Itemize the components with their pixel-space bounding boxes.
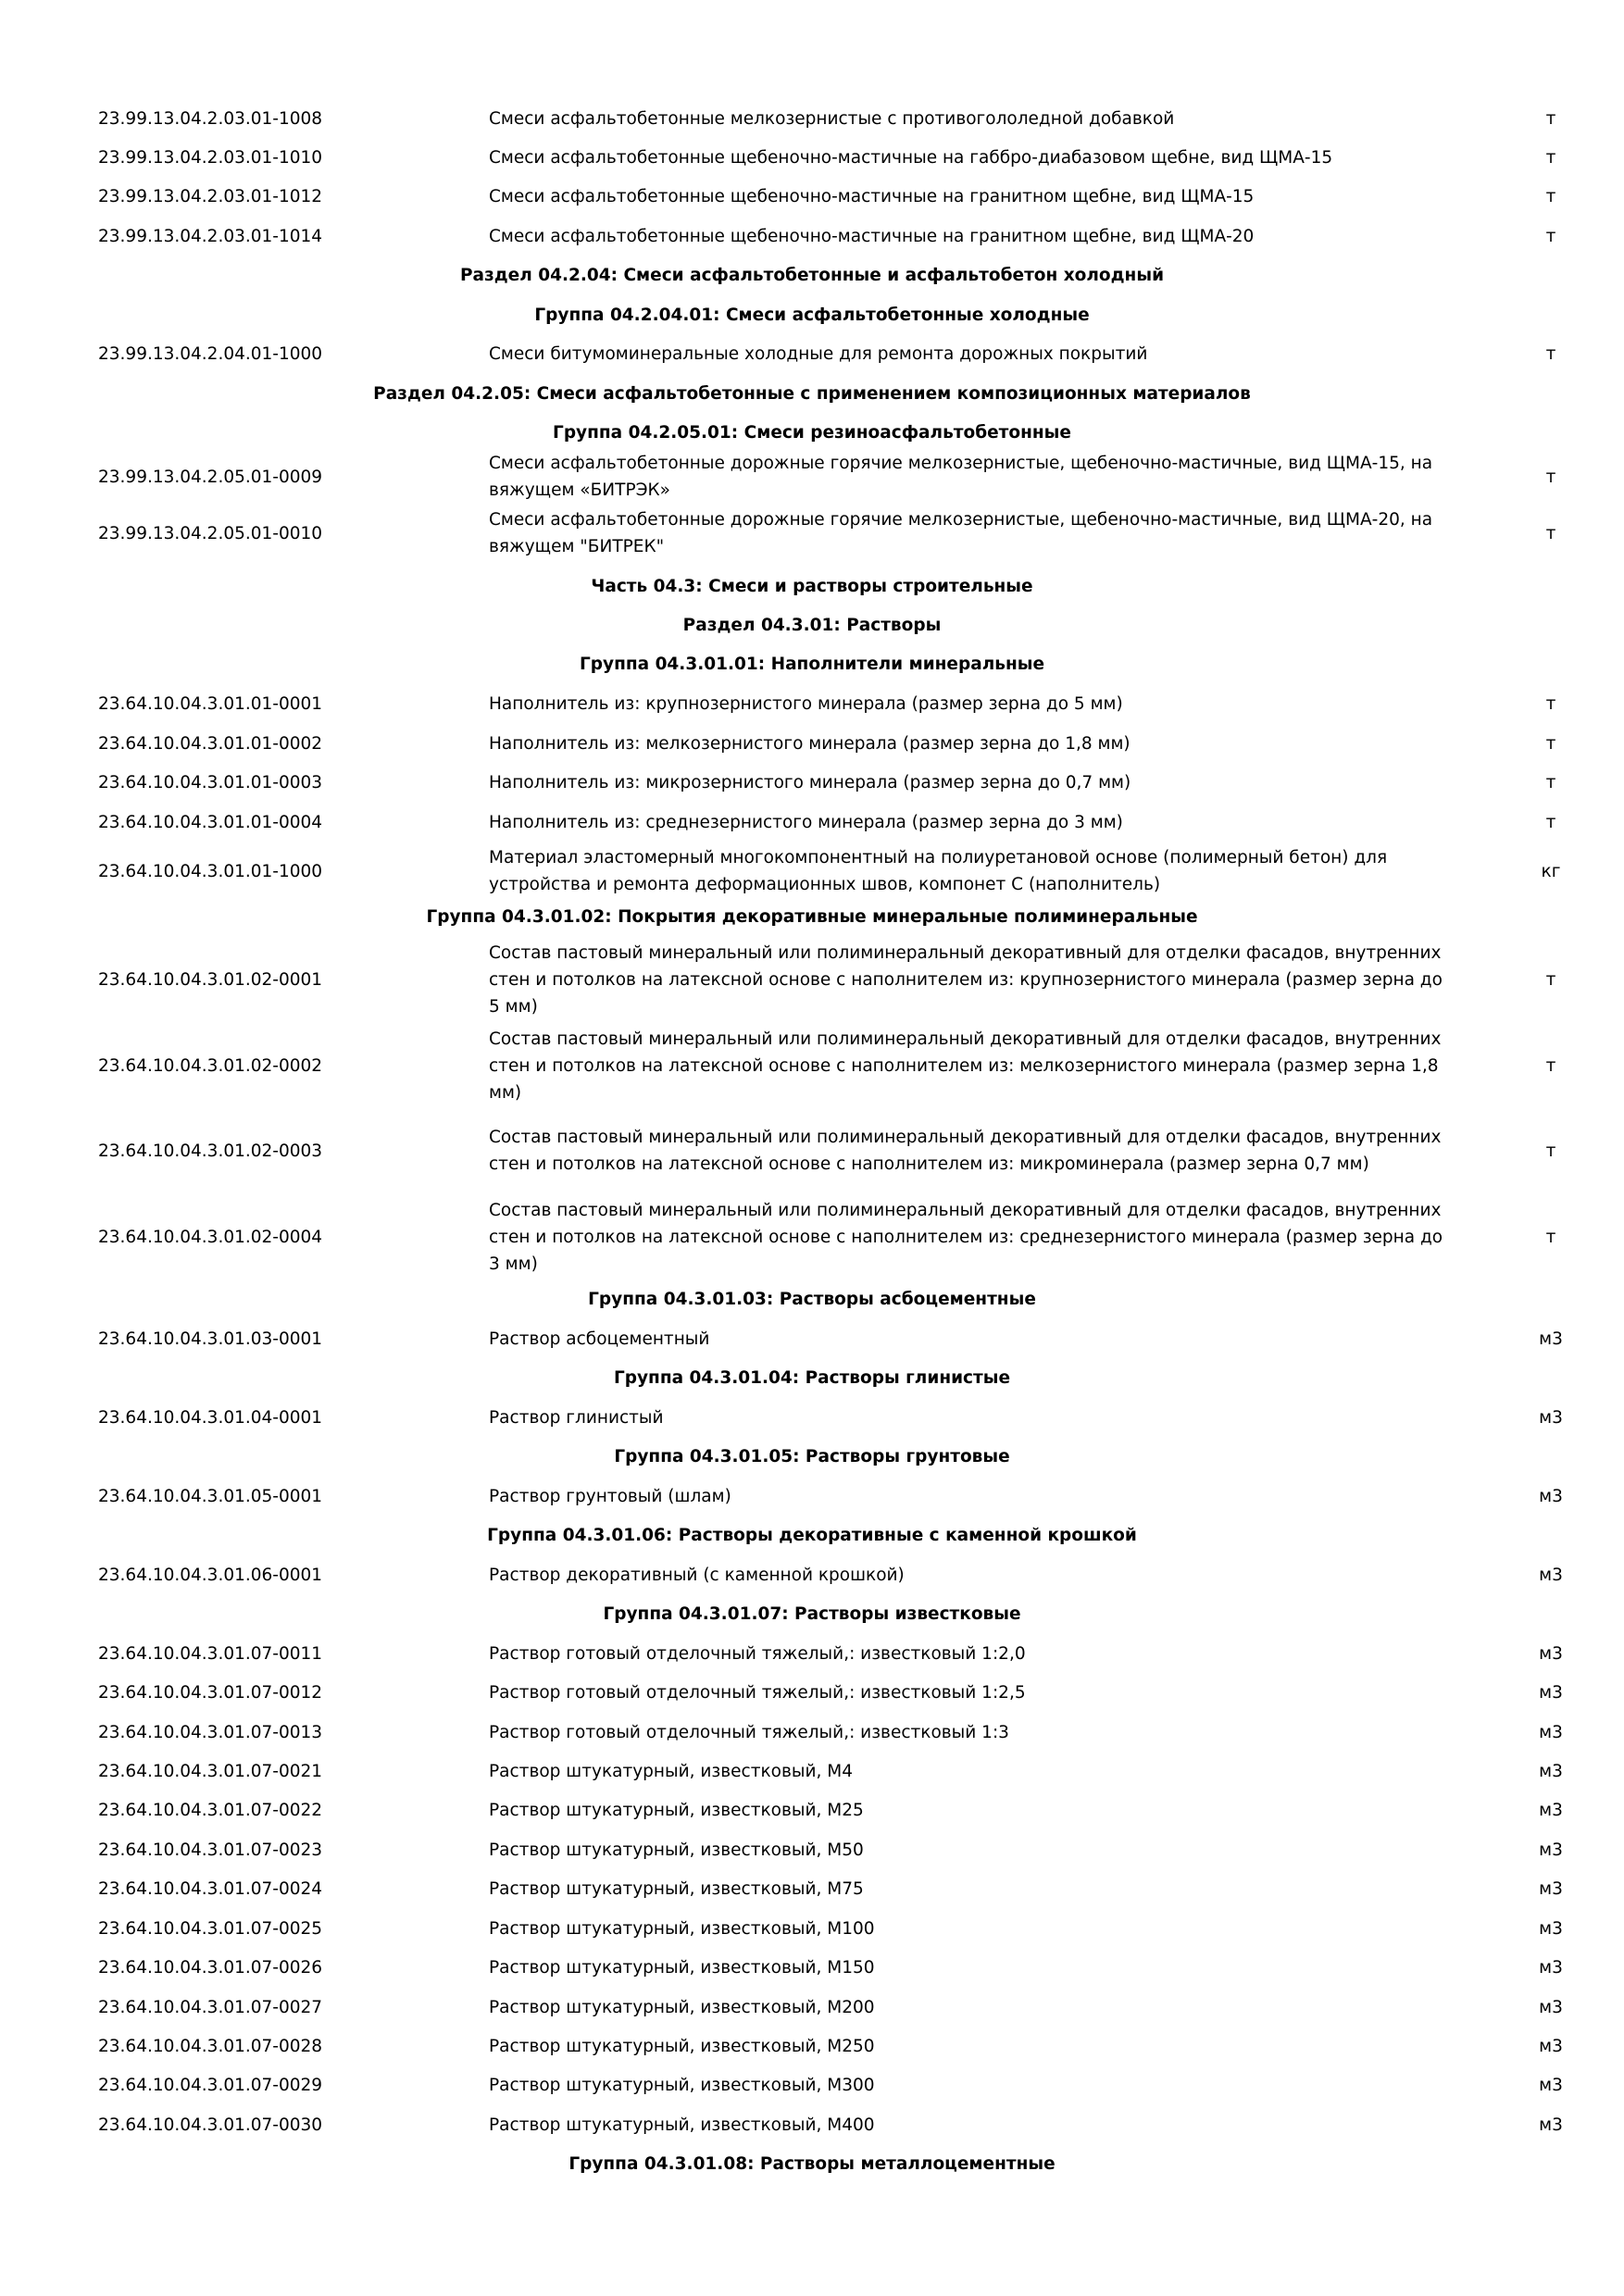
item-code: 23.64.10.04.3.01.04-0001 <box>98 1407 323 1428</box>
item-code: 23.64.10.04.3.01.01-0004 <box>98 812 323 832</box>
item-name: Раствор глинистый <box>489 1407 664 1428</box>
item-unit: т <box>1545 467 1556 487</box>
item-code: 23.99.13.04.2.03.01-1008 <box>98 108 323 129</box>
item-unit: м3 <box>1539 1800 1563 1820</box>
item-name: Состав пастовый минеральный или полиминеральный декоративный для отделки фасадов, внутренних стен и потолков на латексной основе с наполнителем из: крупнозернистого минерала (размер зерна до 5 мм) <box>489 942 1443 1017</box>
table-row <box>0 450 1624 504</box>
item-unit: т <box>1545 1055 1556 1076</box>
item-code: 23.99.13.04.2.03.01-1012 <box>98 186 323 206</box>
item-unit: м3 <box>1539 1407 1563 1428</box>
item-code: 23.64.10.04.3.01.01-0003 <box>98 772 323 792</box>
item-unit: м3 <box>1539 1761 1563 1781</box>
item-unit: м3 <box>1539 1878 1563 1899</box>
item-unit: т <box>1545 812 1556 832</box>
item-name: Смеси асфальтобетонные дорожные горячие мелкозернистые, щебеночно-мастичные, вид ЩМА-15, на вяжущем «БИТРЭК» <box>489 454 1433 500</box>
item-name: Раствор штукатурный, известковый, М4 <box>489 1761 854 1781</box>
table-row <box>0 1837 1624 1864</box>
item-name: Раствор штукатурный, известковый, М400 <box>489 2115 875 2135</box>
section-heading: Группа 04.3.01.02: Покрытия декоративные минеральные полиминеральные <box>426 906 1198 927</box>
table-row <box>0 506 1624 560</box>
section-heading: Группа 04.3.01.05: Растворы грунтовые <box>614 1446 1010 1466</box>
table-row <box>0 769 1624 796</box>
item-code: 23.64.10.04.3.01.02-0003 <box>98 1141 323 1161</box>
item-code: 23.99.13.04.2.03.01-1010 <box>98 147 323 168</box>
item-unit: м3 <box>1539 1682 1563 1703</box>
item-name: Раствор грунтовый (шлам) <box>489 1486 731 1506</box>
item-name: Раствор штукатурный, известковый, М75 <box>489 1878 864 1899</box>
item-unit: м3 <box>1539 2115 1563 2135</box>
table-row <box>0 809 1624 836</box>
table-row <box>0 106 1624 132</box>
table-row <box>0 1404 1624 1431</box>
table-row <box>0 1758 1624 1785</box>
item-code: 23.64.10.04.3.01.01-1000 <box>98 861 323 881</box>
section-heading: Раздел 04.2.04: Смеси асфальтобетонные и асфальтобетон холодный <box>459 265 1165 285</box>
item-name: Смеси асфальтобетонные щебеночно-мастичные на гранитном щебне, вид ЩМА-20 <box>489 226 1255 246</box>
table-row <box>0 940 1624 1020</box>
table-row <box>0 1994 1624 2021</box>
item-name: Раствор асбоцементный <box>489 1329 710 1349</box>
item-unit: м3 <box>1539 1840 1563 1860</box>
table-row <box>0 844 1624 898</box>
item-code: 23.64.10.04.3.01.07-0024 <box>98 1878 323 1899</box>
table-row <box>0 223 1624 250</box>
item-code: 23.64.10.04.3.01.02-0004 <box>98 1227 323 1247</box>
table-row <box>0 691 1624 718</box>
item-unit: м3 <box>1539 2036 1563 2056</box>
item-unit: кг <box>1541 861 1561 881</box>
table-row <box>0 1679 1624 1706</box>
table-row <box>0 1326 1624 1353</box>
item-code: 23.64.10.04.3.01.07-0022 <box>98 1800 323 1820</box>
item-name: Материал эластомерный многокомпонентный на полиуретановой основе (полимерный бетон) для устройства и ремонта деформационных швов, компонет С (наполнитель) <box>489 848 1388 894</box>
item-unit: т <box>1545 343 1556 364</box>
item-code: 23.99.13.04.2.05.01-0010 <box>98 523 323 543</box>
section-heading: Раздел 04.2.05: Смеси асфальтобетонные с применением композиционных материалов <box>373 383 1251 404</box>
item-unit: м3 <box>1539 1486 1563 1506</box>
item-code: 23.99.13.04.2.04.01-1000 <box>98 343 323 364</box>
section-heading: Часть 04.3: Смеси и растворы строительные <box>591 576 1033 596</box>
section-heading: Группа 04.3.01.03: Растворы асбоцементные <box>588 1289 1036 1309</box>
item-unit: м3 <box>1539 1565 1563 1585</box>
table-row <box>0 2112 1624 2139</box>
item-name: Раствор штукатурный, известковый, М150 <box>489 1957 875 1978</box>
item-name: Раствор штукатурный, известковый, М100 <box>489 1918 875 1939</box>
item-name: Раствор готовый отделочный тяжелый,: известковый 1:3 <box>489 1722 1009 1742</box>
section-heading: Группа 04.3.01.04: Растворы глинистые <box>613 1367 1011 1388</box>
item-code: 23.64.10.04.3.01.01-0001 <box>98 693 323 714</box>
item-name: Состав пастовый минеральный или полиминеральный декоративный для отделки фасадов, внутренних стен и потолков на латексной основе с наполнителем из: микроминерала (размер зерна 0,7 мм) <box>489 1128 1442 1174</box>
item-unit: м3 <box>1539 1957 1563 1978</box>
item-unit: т <box>1545 1227 1556 1247</box>
item-name: Смеси асфальтобетонные щебеночно-мастичные на гранитном щебне, вид ЩМА-15 <box>489 186 1255 206</box>
item-code: 23.64.10.04.3.01.07-0012 <box>98 1682 323 1703</box>
table-row <box>0 1483 1624 1510</box>
item-code: 23.64.10.04.3.01.07-0027 <box>98 1997 323 2017</box>
table-row <box>0 1641 1624 1667</box>
item-name: Смеси асфальтобетонные дорожные горячие мелкозернистые, щебеночно-мастичные, вид ЩМА-20, на вяжущем "БИТРЕК" <box>489 510 1433 556</box>
table-row <box>0 2072 1624 2099</box>
item-name: Раствор штукатурный, известковый, М200 <box>489 1997 875 2017</box>
item-unit: м3 <box>1539 1918 1563 1939</box>
item-name: Наполнитель из: крупнозернистого минерала (размер зерна до 5 мм) <box>489 693 1123 714</box>
item-code: 23.99.13.04.2.03.01-1014 <box>98 226 323 246</box>
item-unit: т <box>1545 226 1556 246</box>
item-unit: т <box>1545 733 1556 754</box>
section-heading: Группа 04.2.05.01: Смеси резиноасфальтобетонные <box>553 422 1071 443</box>
item-code: 23.64.10.04.3.01.07-0011 <box>98 1643 323 1664</box>
table-row <box>0 1026 1624 1106</box>
item-name: Раствор декоративный (с каменной крошкой) <box>489 1565 905 1585</box>
item-name: Наполнитель из: мелкозернистого минерала (размер зерна до 1,8 мм) <box>489 733 1131 754</box>
item-code: 23.99.13.04.2.05.01-0009 <box>98 467 323 487</box>
item-unit: т <box>1545 693 1556 714</box>
item-name: Раствор готовый отделочный тяжелый,: известковый 1:2,5 <box>489 1682 1026 1703</box>
section-heading: Группа 04.3.01.01: Наполнители минеральные <box>579 654 1045 674</box>
item-unit: т <box>1545 147 1556 168</box>
section-heading: Группа 04.3.01.06: Растворы декоративные с каменной крошкой <box>487 1525 1137 1545</box>
item-unit: т <box>1545 186 1556 206</box>
item-code: 23.64.10.04.3.01.01-0002 <box>98 733 323 754</box>
item-code: 23.64.10.04.3.01.07-0029 <box>98 2075 323 2095</box>
item-name: Состав пастовый минеральный или полиминеральный декоративный для отделки фасадов, внутренних стен и потолков на латексной основе с наполнителем из: среднезернистого минерала (размер зерна до 3 мм) <box>489 1200 1443 1274</box>
item-name: Раствор штукатурный, известковый, М300 <box>489 2075 875 2095</box>
item-unit: м3 <box>1539 1997 1563 2017</box>
item-unit: м3 <box>1539 1722 1563 1742</box>
table-row <box>0 1876 1624 1903</box>
item-code: 23.64.10.04.3.01.07-0026 <box>98 1957 323 1978</box>
item-unit: т <box>1545 772 1556 792</box>
item-name: Раствор готовый отделочный тяжелый,: известковый 1:2,0 <box>489 1643 1026 1664</box>
section-heading: Группа 04.2.04.01: Смеси асфальтобетонные холодные <box>534 305 1090 325</box>
item-name: Состав пастовый минеральный или полиминеральный декоративный для отделки фасадов, внутренних стен и потолков на латексной основе с наполнителем из: мелкозернистого минерала (размер зерна 1,8 мм) <box>489 1029 1442 1103</box>
table-row <box>0 144 1624 171</box>
item-code: 23.64.10.04.3.01.02-0001 <box>98 969 323 990</box>
item-code: 23.64.10.04.3.01.07-0028 <box>98 2036 323 2056</box>
item-unit: м3 <box>1539 2075 1563 2095</box>
table-row <box>0 341 1624 368</box>
item-name: Наполнитель из: среднезернистого минерала (размер зерна до 3 мм) <box>489 812 1123 832</box>
item-unit: т <box>1545 523 1556 543</box>
item-unit: т <box>1545 1141 1556 1161</box>
item-code: 23.64.10.04.3.01.06-0001 <box>98 1565 323 1585</box>
item-name: Смеси асфальтобетонные мелкозернистые с противогололедной добавкой <box>489 108 1175 129</box>
item-name: Смеси битумоминеральные холодные для ремонта дорожных покрытий <box>489 343 1148 364</box>
item-code: 23.64.10.04.3.01.03-0001 <box>98 1329 323 1349</box>
table-row <box>0 1915 1624 1942</box>
item-code: 23.64.10.04.3.01.05-0001 <box>98 1486 323 1506</box>
table-row <box>0 2033 1624 2060</box>
item-code: 23.64.10.04.3.01.07-0023 <box>98 1840 323 1860</box>
item-code: 23.64.10.04.3.01.07-0025 <box>98 1918 323 1939</box>
item-name: Наполнитель из: микрозернистого минерала (размер зерна до 0,7 мм) <box>489 772 1131 792</box>
item-code: 23.64.10.04.3.01.07-0013 <box>98 1722 323 1742</box>
table-row <box>0 1562 1624 1589</box>
item-name: Смеси асфальтобетонные щебеночно-мастичные на габбро-диабазовом щебне, вид ЩМА-15 <box>489 147 1333 168</box>
section-heading: Группа 04.3.01.08: Растворы металлоцементные <box>568 2153 1056 2174</box>
table-row <box>0 1954 1624 1981</box>
item-unit: м3 <box>1539 1643 1563 1664</box>
item-unit: т <box>1545 108 1556 129</box>
table-row <box>0 1197 1624 1278</box>
table-row <box>0 1719 1624 1746</box>
item-code: 23.64.10.04.3.01.07-0021 <box>98 1761 323 1781</box>
table-row <box>0 1797 1624 1824</box>
item-name: Раствор штукатурный, известковый, М250 <box>489 2036 875 2056</box>
item-name: Раствор штукатурный, известковый, М50 <box>489 1840 864 1860</box>
item-code: 23.64.10.04.3.01.07-0030 <box>98 2115 323 2135</box>
table-row <box>0 1124 1624 1178</box>
item-unit: т <box>1545 969 1556 990</box>
section-heading: Группа 04.3.01.07: Растворы известковые <box>603 1603 1021 1624</box>
item-unit: м3 <box>1539 1329 1563 1349</box>
table-row <box>0 183 1624 210</box>
item-code: 23.64.10.04.3.01.02-0002 <box>98 1055 323 1076</box>
section-heading: Раздел 04.3.01: Растворы <box>682 615 942 635</box>
item-name: Раствор штукатурный, известковый, М25 <box>489 1800 864 1820</box>
table-row <box>0 730 1624 757</box>
